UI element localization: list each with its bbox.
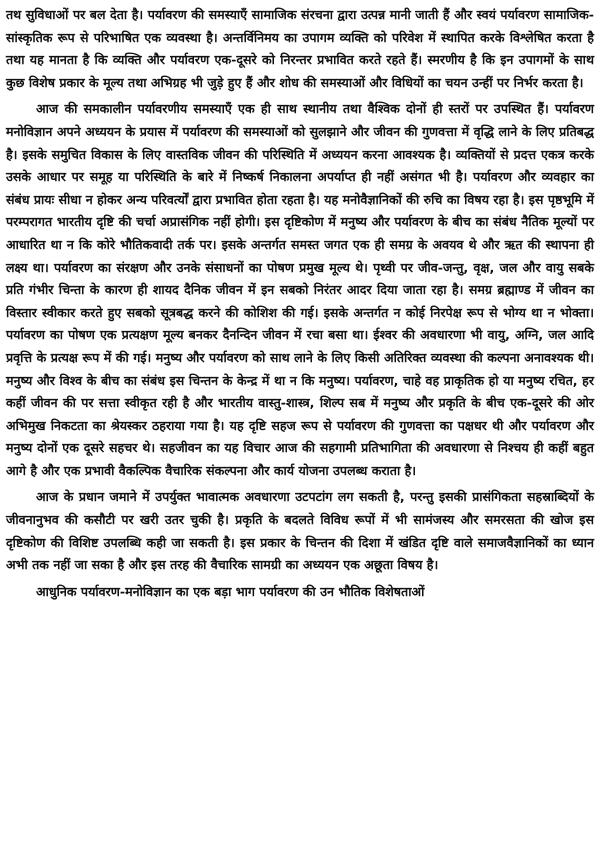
paragraph-3: आज के प्रधान जमाने में उपर्युक्त भावात्मक अवधारणा उटपटांग लग सकती है, परन्तु इसकी प्रासंगिकता सहस्राब्दियों के जीवनानुभव की कसौटी पर खरी उतर चुकी है। प्रकृति के बदलते विविध रूपों में भी सामंजस्य और समरसता की खोज इस दृष्टिकोण की विशिष्ट उपलब्धि कही जा सकती है। इस प्रकार के चिन्तन की दिशा में खंडित दृष्टि वाले समाजवैज्ञानिकों का ध्यान अभी तक नहीं जा सका है और इस तरह की वैचारिक सामग्री का अध्ययन एक अछूता विषय है। (6, 489, 594, 573)
paragraph-2: आज की समकालीन पर्यावरणीय समस्याएँ एक ही साथ स्थानीय तथा वैश्विक दोनों ही स्तरों पर उपस्थित हैं। पर्यावरण मनोविज्ञान अपने अध्ययन के प्रयास में पर्यावरण की समस्याओं को सुलझाने और जीवन की गुणवत्ता में वृद्धि लाने के लिए प्रतिबद्ध है। इसके समुचित विकास के लिए वास्तविक जीवन की परिस्थिति में अध्ययन करना आवश्यक है। व्यक्तियों से प्रदत्त एकत्र करके उसके आधार पर समूह या परिस्थिति के बारे में निष्कर्ष निकालना अपर्याप्त ही नहीं असंगत भी है। पर्यावरण और व्यवहार का संबंध प्रायः सीधा न होकर अन्य परिवर्त्यों द्वारा प्रभावित होता रहता है। यह मनोवैज्ञानिकों की रुचि का विषय रहा है। इस पृष्ठभूमि में परम्परागत भारतीय दृष्टि की चर्चा अप्रासंगिक नहीं होगी। इस दृष्टिकोण में मनुष्य और पर्यावरण के बीच का संबंध नैतिक मूल्यों पर आधारित था न कि कोरे भौतिकवादी तर्क पर। इसके अन्तर्गत समस्त जगत एक ही समग्र के अवयव थे और ऋत की स्थापना ही लक्ष्य था। पर्यावरण का संरक्षण और उनके संसाधनों का पोषण प्रमुख मूल्य थे। पृथ्वी पर जीव-जन्तु, वृक्ष, जल और वायु सबके प्रति गंभीर चिन्ता के कारण ही शायद दैनिक जीवन में इन सबको निरंतर आदर दिया जाता रहा है। समग्र ब्रह्माण्ड में जीवन का विस्तार स्वीकार करते हुए सबको सूत्रबद्ध करने की कोशिश की गई। इसके अन्तर्गत न कोई निरपेक्ष रूप से भोग्य था न भोक्ता। पर्यावरण का पोषण एक प्रत्यक्षण मूल्य बनकर दैनन्दिन जीवन में रचा बसा था। ईश्वर की अवधारणा भी वायु, अग्नि, जल आदि प्रवृत्ति के प्रत्यक्ष रूप में की गई। मनुष्य और पर्यावरण को साथ लाने के लिए किसी अतिरिक्त व्यवस्था की कल्पना अनावश्यक थी। मनुष्य और विश्व के बीच का संबंध इस चिन्तन के केन्द्र में था न कि मनुष्य। पर्यावरण, चाहे वह प्राकृतिक हो या मनुष्य रचित, हर कहीं जीवन की पर सत्ता स्वीकृत रही है और भारतीय वास्तु-शास्त्र, शिल्प सब में मनुष्य और प्रकृति के बीच एक-दूसरे की ओर अभिमुख निकटता का श्रेयस्कर ठहराया गया है। यह दृष्टि सहज रूप से पर्यावरण की गुणवत्ता का पक्षधर थी और पर्यावरण और मनुष्य दोनों एक दूसरे सहचर थे। सहजीवन का यह विचार आज की सहगामी प्रतिभागिता की अवधारणा से निश्चय ही कहीं बहुत आगे है और एक प्रभावी वैकल्पिक वैचारिक संकल्पना और कार्य योजना उपलब्ध कराता है। (6, 101, 594, 478)
paragraph-1: तथ सुविधाओं पर बल देता है। पर्यावरण की समस्याएँ सामाजिक संरचना द्वारा उत्पन्न मानी जाती हैं और स्वयं पर्यावरण सामाजिक-सांस्कृतिक रूप से परिभाषित एक व्यवस्था है। अन्तर्विनिमय का उपागम व्यक्ति को परिवेश में स्थापित करके विश्लेषित करता है तथा यह मानता है कि व्यक्ति और पर्यावरण एक-दूसरे को निरन्तर प्रभावित करते रहते हैं। स्मरणीय है कि इन उपागमों के साथ कुछ विशेष प्रकार के मूल्य तथा अभिग्रह भी जुड़े हुए हैं और शोध की समस्याओं और विधियों का चयन उन्हीं पर निर्भर करता है। (6, 7, 594, 90)
paragraph-4: आधुनिक पर्यावरण-मनोविज्ञान का एक बड़ा भाग पर्यावरण की उन भौतिक विशेषताओं (36, 583, 425, 599)
